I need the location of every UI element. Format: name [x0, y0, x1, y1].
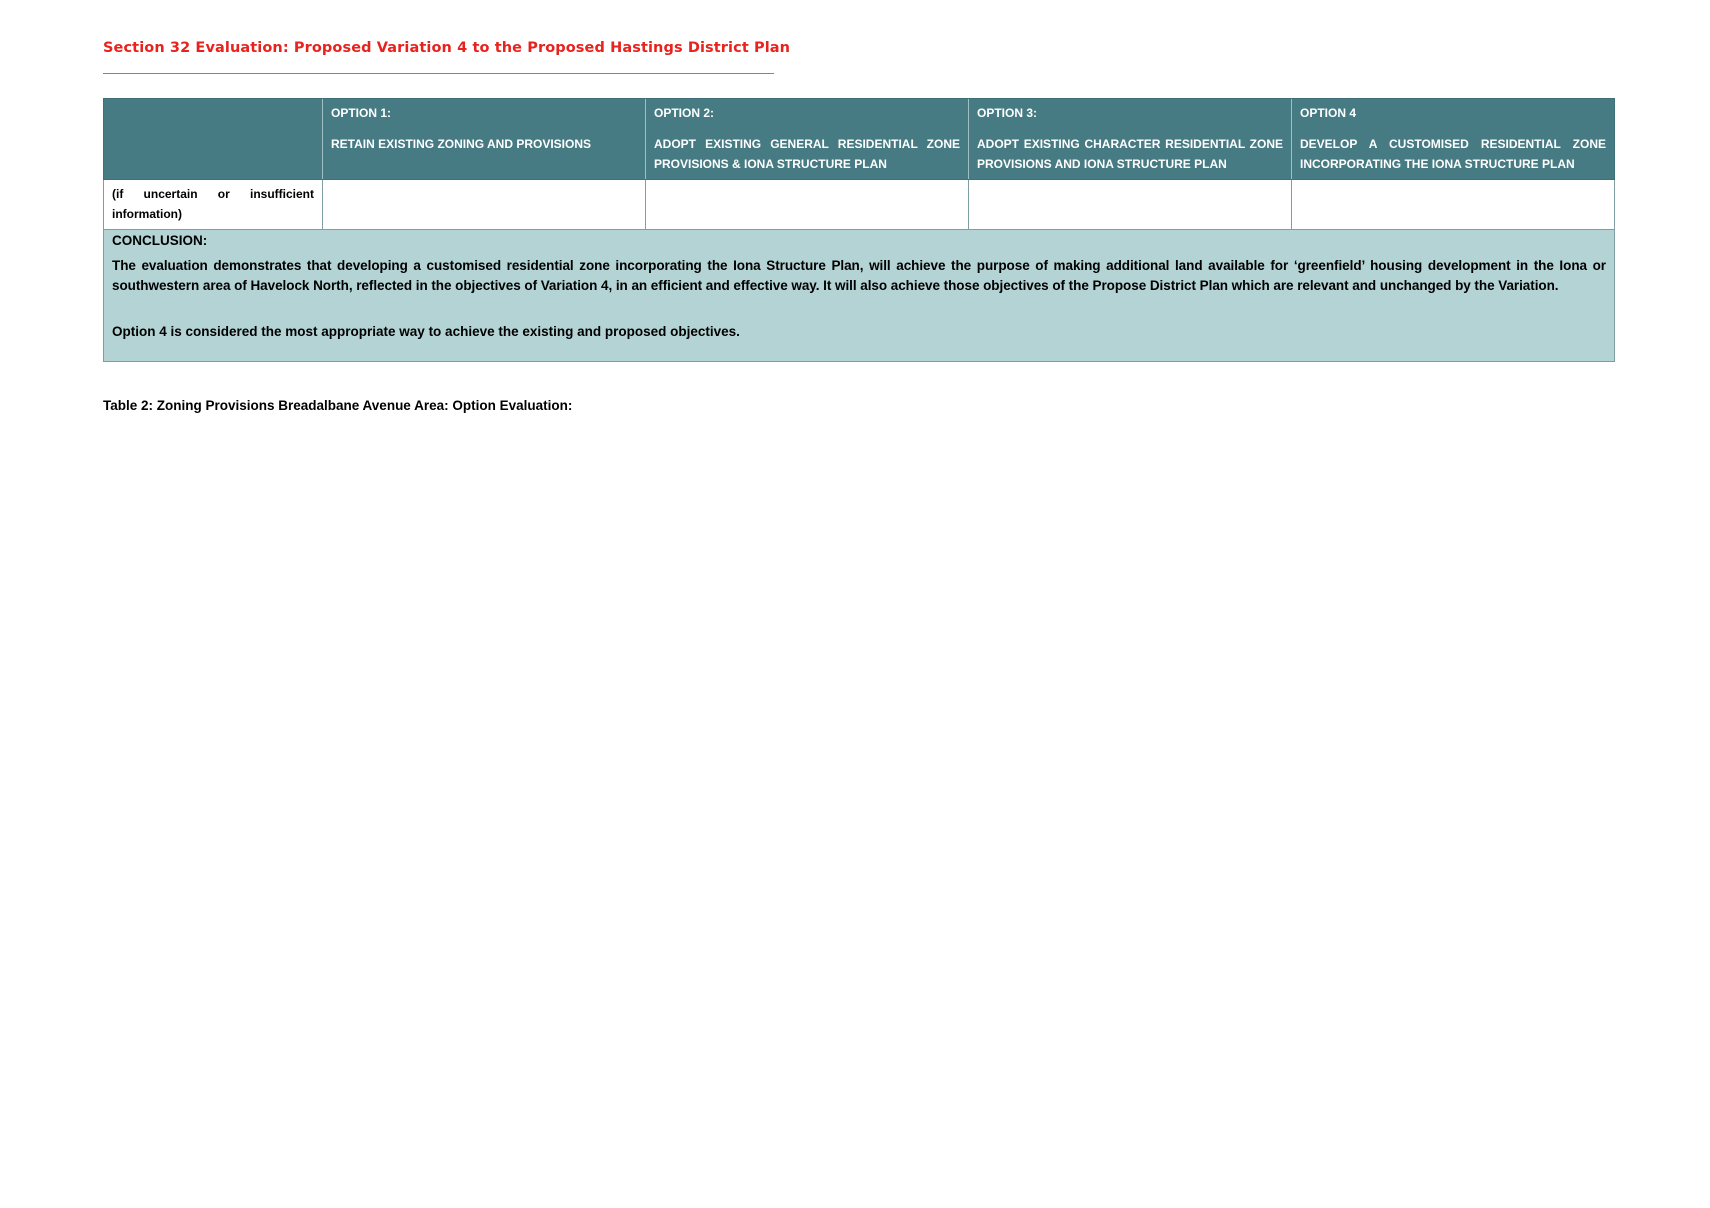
option-4-header [1292, 99, 1615, 180]
option-2-number: OPTION 2: [654, 106, 715, 120]
option-2-description: ADOPT EXISTING GENERAL RESIDENTIAL ZONE PROVISIONS & IONA STRUCTURE PLAN [654, 137, 960, 171]
option-3-description: ADOPT EXISTING CHARACTER RESIDENTIAL ZONE PROVISIONS AND IONA STRUCTURE PLAN [977, 137, 1283, 171]
conclusion-cell [104, 230, 1615, 362]
option-1-number: OPTION 1: [331, 106, 392, 120]
conclusion-paragraph-2: Option 4 is considered the most appropriate way to achieve the existing and proposed objectives. [112, 324, 740, 339]
uncertainty-row [104, 180, 1615, 230]
option-3-number: OPTION 3: [977, 106, 1038, 120]
document-title: Section 32 Evaluation: Proposed Variation 4 to the Proposed Hastings District Plan [103, 40, 791, 56]
option-2-header [646, 99, 969, 180]
header-divider [103, 73, 774, 74]
document-header [103, 40, 791, 74]
table-header-row [104, 99, 1615, 180]
uncertainty-label-cell [104, 180, 323, 230]
conclusion-paragraph-1: The evaluation demonstrates that developing a customised residential zone incorporating the Iona Structure Plan, will achieve the purpose of making additional land available for ‘greenfield’ housing development in the Iona or southwestern area of Havelock North, reflected in the objectives of Variation 4, in an efficient and effective way. It will also achieve those objectives of the Propose District Plan which are relevant and unchanged by the Variation. [112, 258, 1606, 293]
uncertainty-label: (if uncertain or insufficient information) [112, 187, 314, 221]
option-4-description: DEVELOP A CUSTOMISED RESIDENTIAL ZONE INCORPORATING THE IONA STRUCTURE PLAN [1300, 137, 1606, 171]
conclusion-heading: CONCLUSION: [112, 233, 208, 248]
uncertainty-option-2-cell [646, 180, 969, 230]
conclusion-row [104, 230, 1615, 362]
uncertainty-option-3-cell [969, 180, 1292, 230]
uncertainty-option-4-cell [1292, 180, 1615, 230]
option-1-header [323, 99, 646, 180]
option-3-header [969, 99, 1292, 180]
option-evaluation-table [103, 98, 1615, 362]
option-1-description: RETAIN EXISTING ZONING AND PROVISIONS [331, 137, 592, 151]
uncertainty-option-1-cell [323, 180, 646, 230]
header-blank-cell [104, 99, 323, 180]
option-4-number: OPTION 4 [1300, 106, 1357, 120]
table-caption: Table 2: Zoning Provisions Breadalbane Avenue Area: Option Evaluation: [103, 398, 573, 413]
